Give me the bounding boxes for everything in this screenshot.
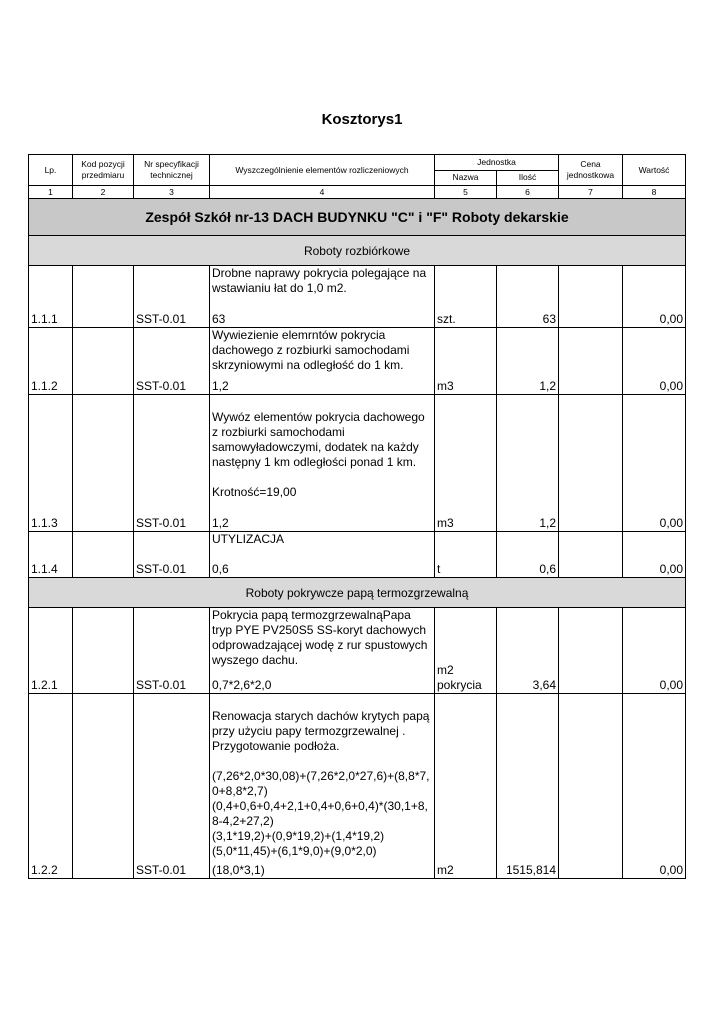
description-line: wstawianiu łat do 1,0 m2. <box>212 281 347 295</box>
group-header-row <box>29 236 686 266</box>
item-spec: SST-0.01 <box>134 694 210 879</box>
column-number: 8 <box>623 186 686 199</box>
description-line: Pokrycia papą termozgrzewalnąPapa <box>212 608 411 622</box>
item-value: 0,00 <box>623 608 686 694</box>
item-quantity-expression: 0,6 <box>212 562 229 576</box>
table-row <box>29 266 686 328</box>
item-unit <box>435 694 497 879</box>
item-value: 0,00 <box>623 532 686 578</box>
description-line <box>212 395 434 410</box>
item-price <box>559 328 623 395</box>
item-value: 0,00 <box>623 395 686 532</box>
item-lp: 1.1.1 <box>29 266 73 328</box>
item-description <box>210 694 435 879</box>
description-line: odprowadzającej wodę z rur spustowych <box>212 638 428 652</box>
groups-body <box>29 236 686 879</box>
table-row <box>29 532 686 578</box>
item-lp: 1.1.3 <box>29 395 73 532</box>
item-quantity-expression: 63 <box>212 312 226 326</box>
header-cena-line-1: Cena <box>580 159 601 169</box>
unit-line: m3 <box>437 379 454 393</box>
item-price <box>559 694 623 879</box>
item-quantity-expression: 0,7*2,6*2,0 <box>212 678 272 692</box>
description-line: Renowacja starych dachów krytych papą <box>212 709 430 723</box>
header-kod <box>73 155 134 186</box>
header-ilosc: Ilość <box>497 170 559 186</box>
item-kod <box>73 608 134 694</box>
group-header-row <box>29 578 686 608</box>
header-spec-line-2: technicznej <box>150 170 193 180</box>
item-description <box>210 395 435 532</box>
header-spec <box>134 155 210 186</box>
item-quantity: 3,64 <box>497 608 559 694</box>
item-kod <box>73 328 134 395</box>
item-quantity: 1,2 <box>497 395 559 532</box>
item-unit <box>435 532 497 578</box>
header-cena-line-2: jednostkowa <box>566 170 615 180</box>
table-row <box>29 694 686 879</box>
column-number-row <box>29 186 686 199</box>
cost-estimate-table <box>28 154 686 879</box>
column-number: 5 <box>435 186 497 199</box>
unit-line: t <box>437 562 441 576</box>
description-line: Drobne naprawy pokrycia polegające na <box>212 266 427 280</box>
header-nazwa: Nazwa <box>435 170 497 186</box>
section-title: Zespół Szkół nr-13 DACH BUDYNKU "C" i "F" Roboty dekarskie <box>29 199 686 236</box>
item-quantity: 1515,814 <box>497 694 559 879</box>
item-description <box>210 532 435 578</box>
item-quantity: 63 <box>497 266 559 328</box>
description-line: Wywiezienie elemrntów pokrycia <box>212 328 386 342</box>
header-spec-line-1: Nr specyfikacji <box>144 159 199 169</box>
item-unit <box>435 608 497 694</box>
column-number: 3 <box>134 186 210 199</box>
description-line: (5,0*11,45)+(6,1*9,0)+(9,0*2,0) <box>212 844 377 858</box>
description-line: samowyładowczymi, dodatek na każdy <box>212 440 419 454</box>
description-line: (0,4+0,6+0,4+2,1+0,4+0,6+0,4)*(30,1+8, <box>212 799 428 813</box>
item-spec: SST-0.01 <box>134 266 210 328</box>
item-lp: 1.1.2 <box>29 328 73 395</box>
table-row <box>29 608 686 694</box>
table-row <box>29 328 686 395</box>
item-unit <box>435 328 497 395</box>
description-line: 0+8,8*2,7) <box>212 784 268 798</box>
description-line <box>212 470 434 485</box>
item-value: 0,00 <box>623 694 686 879</box>
item-description-text <box>210 532 434 547</box>
unit-line: m2 <box>437 863 454 877</box>
header-kod-line-2: przedmiaru <box>81 170 125 180</box>
item-lp: 1.1.4 <box>29 532 73 578</box>
item-price <box>559 608 623 694</box>
item-description-text <box>210 328 434 373</box>
description-line: przy użyciu papy termozgrzewalnej . <box>212 724 406 738</box>
column-number: 6 <box>497 186 559 199</box>
item-spec: SST-0.01 <box>134 328 210 395</box>
header-row-1 <box>29 155 686 171</box>
item-description <box>210 608 435 694</box>
column-number: 4 <box>210 186 435 199</box>
item-spec: SST-0.01 <box>134 532 210 578</box>
item-unit <box>435 395 497 532</box>
header-wartosc: Wartość <box>623 155 686 186</box>
description-line: Wywóz elementów pokrycia dachowego <box>212 410 425 424</box>
group-title: Roboty pokrywcze papą termozgrzewalną <box>29 578 686 608</box>
description-line <box>212 754 434 769</box>
description-line: dachowego z rozbiurki samochodami <box>212 343 410 357</box>
item-description-text <box>210 395 434 500</box>
group-title: Roboty rozbiórkowe <box>29 236 686 266</box>
description-line: wyszego dachu. <box>212 653 299 667</box>
header-kod-line-1: Kod pozycji <box>81 159 125 169</box>
item-price <box>559 266 623 328</box>
column-number: 1 <box>29 186 73 199</box>
column-number: 2 <box>73 186 134 199</box>
header-jednostka: Jednostka <box>435 155 559 171</box>
item-quantity-expression: 1,2 <box>212 516 229 530</box>
description-line: skrzyniowymi na odległość do 1 km. <box>212 358 404 372</box>
item-description <box>210 328 435 395</box>
item-spec: SST-0.01 <box>134 395 210 532</box>
item-unit <box>435 266 497 328</box>
item-lp: 1.2.1 <box>29 608 73 694</box>
description-line: (3,1*19,2)+(0,9*19,2)+(1,4*19,2) <box>212 829 385 843</box>
description-line: Przygotowanie podłoża. <box>212 739 340 753</box>
item-quantity-expression: 1,2 <box>212 379 229 393</box>
description-line: 8-4,2+27,2) <box>212 814 274 828</box>
item-kod <box>73 532 134 578</box>
item-lp: 1.2.2 <box>29 694 73 879</box>
item-price <box>559 532 623 578</box>
unit-line: m3 <box>437 516 454 530</box>
item-kod <box>73 395 134 532</box>
item-description-text <box>210 694 434 859</box>
description-line <box>212 694 434 709</box>
item-quantity: 1,2 <box>497 328 559 395</box>
header-cena <box>559 155 623 186</box>
item-quantity-expression: (18,0*3,1) <box>212 863 265 877</box>
item-description-text <box>210 608 434 668</box>
description-line: UTYLIZACJA <box>212 532 285 546</box>
description-line: Krotność=19,00 <box>212 485 297 499</box>
unit-line: szt. <box>437 312 456 326</box>
description-line: tryp PYE PV250S5 SS-koryt dachowych <box>212 623 427 637</box>
item-kod <box>73 694 134 879</box>
header-lp: Lp. <box>29 155 73 186</box>
header-description: Wyszczególnienie elementów rozliczeniowych <box>210 155 435 186</box>
unit-line: pokrycia <box>437 678 482 692</box>
item-quantity: 0,6 <box>497 532 559 578</box>
description-line: następny 1 km odległości ponad 1 km. <box>212 455 417 469</box>
section-header-row <box>29 199 686 236</box>
unit-line: m2 <box>437 663 454 677</box>
document-title: Kosztorys1 <box>321 111 403 128</box>
item-price <box>559 395 623 532</box>
item-kod <box>73 266 134 328</box>
description-line: (7,26*2,0*30,08)+(7,26*2,0*27,6)+(8,8*7, <box>212 769 430 783</box>
column-number: 7 <box>559 186 623 199</box>
item-description <box>210 266 435 328</box>
table-row <box>29 395 686 532</box>
description-line: z rozbiurki samochodami <box>212 425 345 439</box>
item-description-text <box>210 266 434 296</box>
item-value: 0,00 <box>623 266 686 328</box>
item-spec: SST-0.01 <box>134 608 210 694</box>
item-value: 0,00 <box>623 328 686 395</box>
